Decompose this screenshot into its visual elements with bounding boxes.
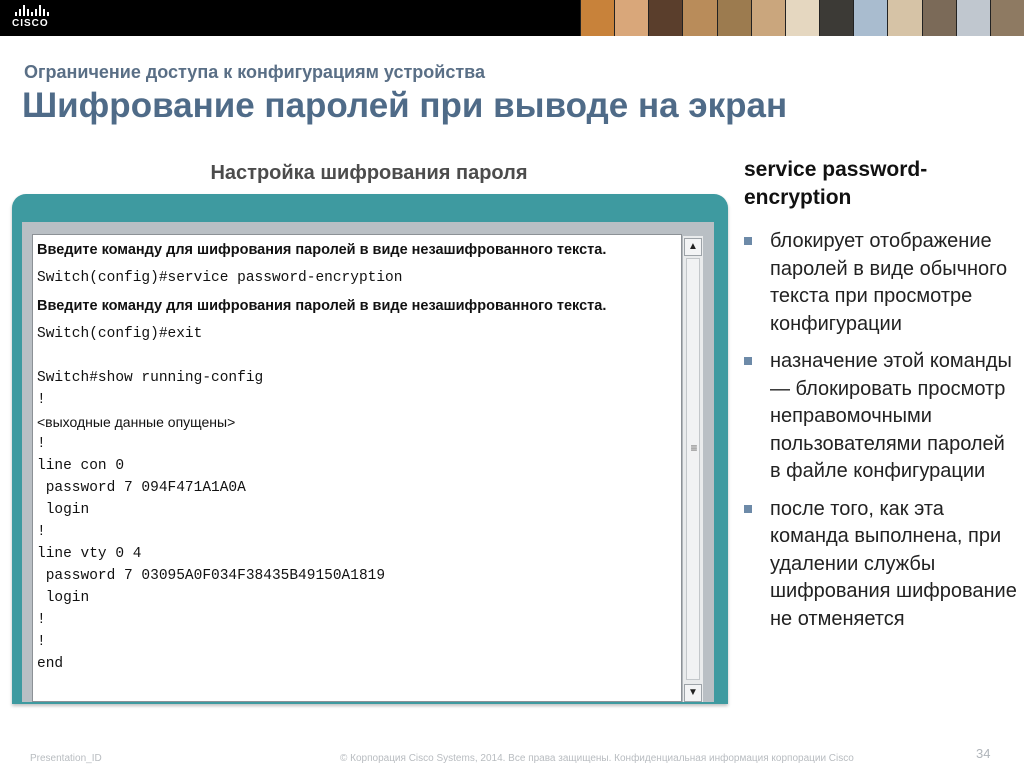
slide-subtitle: Ограничение доступа к конфигурациям устройства xyxy=(24,62,486,82)
scroll-up-arrow-icon[interactable]: ▲ xyxy=(684,238,702,256)
bullet-item xyxy=(744,228,1019,338)
bullet-item xyxy=(744,496,1019,634)
scroll-track[interactable] xyxy=(686,258,700,680)
terminal-line: Switch(config)#exit xyxy=(37,326,203,342)
terminal-line: ! xyxy=(37,612,46,628)
header-photo-strip xyxy=(580,0,1024,36)
scroll-down-arrow-icon[interactable]: ▼ xyxy=(684,684,702,702)
cisco-logo-bars-icon xyxy=(15,4,62,16)
terminal-window[interactable] xyxy=(32,234,682,702)
figure-caption: Настройка шифрования пароля xyxy=(210,162,528,184)
terminal-line: line vty 0 4 xyxy=(37,546,142,562)
terminal-line: ! xyxy=(37,524,46,540)
bullet-square-icon xyxy=(744,505,752,513)
terminal-line: Switch(config)#service password-encryption xyxy=(37,270,403,286)
header-photo xyxy=(648,0,682,36)
bullet-text: после того, как эта команда выполнена, при удалении службы шифрования шифрование не отменяется xyxy=(770,497,1017,630)
header-photo xyxy=(580,0,614,36)
slide-number: 34 xyxy=(976,746,991,761)
terminal-scrollbar[interactable] xyxy=(682,236,703,702)
header-photo xyxy=(853,0,887,36)
header-photo xyxy=(785,0,819,36)
cisco-logo-text: CISCO xyxy=(12,18,49,29)
header-photo xyxy=(819,0,853,36)
terminal-output xyxy=(37,239,681,675)
scroll-grip-icon[interactable]: ≡ xyxy=(690,441,698,455)
terminal-instruction-line: Введите команду для шифрования паролей в виде незашифрованного текста. xyxy=(37,298,607,314)
cisco-logo xyxy=(12,4,62,32)
terminal-line xyxy=(37,345,681,367)
terminal-line: ! xyxy=(37,634,46,650)
terminal-line: ! xyxy=(37,436,46,452)
top-banner xyxy=(0,0,1024,36)
terminal-line: <выходные данные опущены> xyxy=(37,414,236,430)
terminal-line: login xyxy=(37,590,90,606)
bullet-item xyxy=(744,348,1019,486)
bullet-text: назначение этой команды — блокировать просмотр неправомочными пользователями паролей в файле конфигурации xyxy=(770,350,1012,482)
bullet-text: блокирует отображение паролей в виде обычного текста при просмотре конфигурации xyxy=(770,230,1008,335)
header-photo xyxy=(614,0,648,36)
terminal-line: login xyxy=(37,502,90,518)
header-photo xyxy=(751,0,785,36)
bullet-square-icon xyxy=(744,237,752,245)
bullet-square-icon xyxy=(744,357,752,365)
terminal-line: Switch#show running-config xyxy=(37,370,264,386)
slide-title: Шифрование паролей при выводе на экран xyxy=(22,86,788,125)
footer-presentation-id: Presentation_ID xyxy=(30,753,102,764)
header-photo xyxy=(682,0,716,36)
terminal-line: password 7 03095A0F034F38435B49150A1819 xyxy=(37,568,386,584)
terminal-line: line con 0 xyxy=(37,458,125,474)
header-photo xyxy=(922,0,956,36)
terminal-line: password 7 094F471A1A0A xyxy=(37,480,246,496)
terminal-line: end xyxy=(37,656,64,672)
header-photo xyxy=(956,0,990,36)
bullet-list xyxy=(744,228,1019,643)
terminal-line: ! xyxy=(37,392,46,408)
header-photo xyxy=(717,0,751,36)
footer-copyright: © Корпорация Cisco Systems, 2014. Все права защищены. Конфиденциальная информация корпорации Cisco xyxy=(340,753,854,764)
header-photo xyxy=(887,0,921,36)
command-heading: service password-encryption xyxy=(744,158,928,209)
terminal-instruction-line: Введите команду для шифрования паролей в виде незашифрованного текста. xyxy=(37,242,607,258)
header-photo xyxy=(990,0,1024,36)
